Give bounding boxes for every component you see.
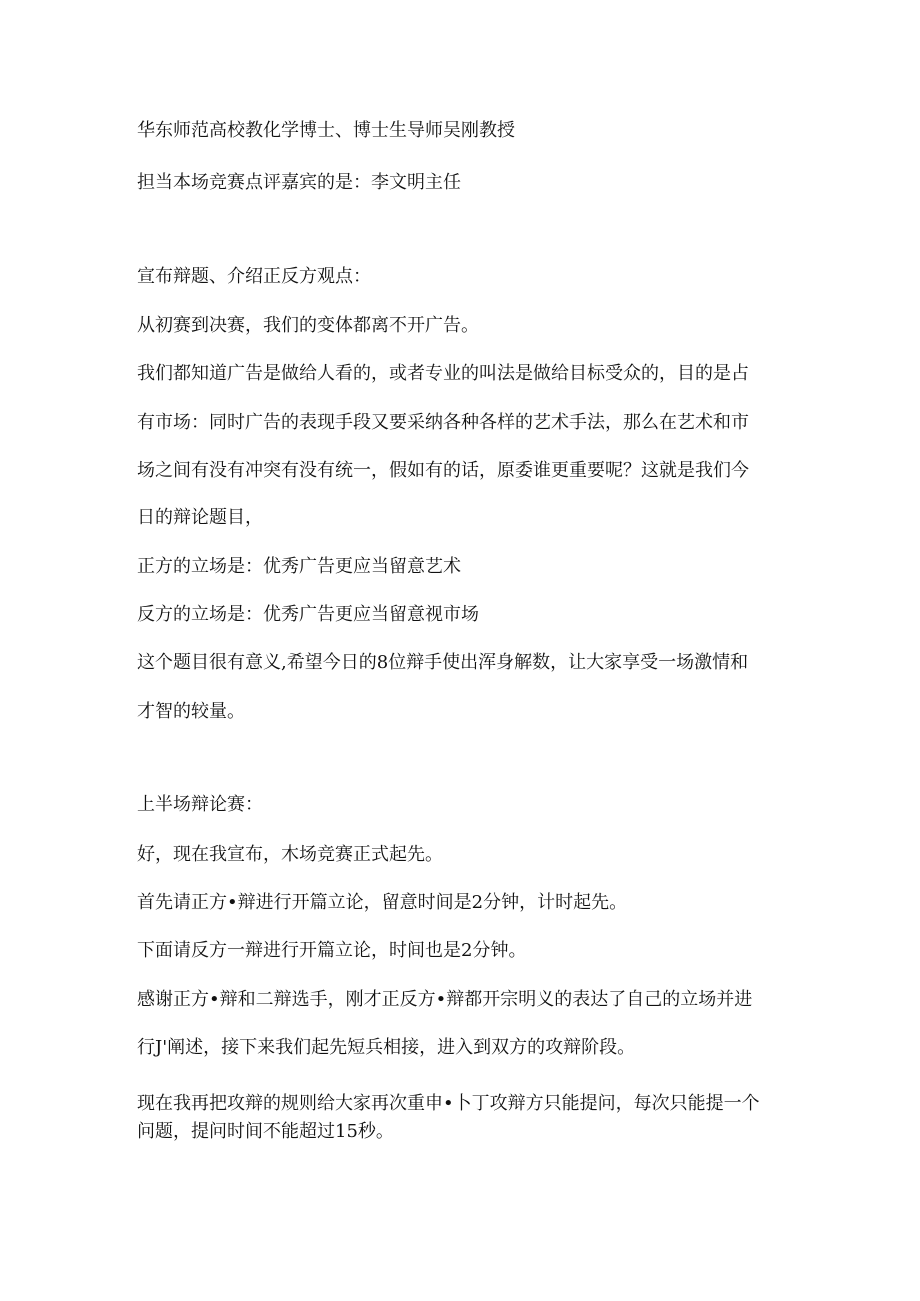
text-line: 行J'阐述，接下来我们起先短兵相接，进入到双方的攻辩阶段。: [137, 1037, 636, 1058]
text-line: 好，现在我宣布，木场竞赛正式起先。: [137, 844, 443, 865]
text-line: 现在我再把攻辩的规则给大家再次重申•卜丁攻辩方只能提问，每次只能提一个: [137, 1093, 760, 1114]
text-line: 这个题目很有意义,希望今日的8位辩手使出浑身解数，让大家享受一场激情和: [137, 652, 749, 673]
text-line: 场之间有没有冲突有没有统一，假如有的话，原委谁更重要呢？这就是我们今: [137, 460, 749, 481]
text-line: 首先请正方•辩进行开篇立论，留意时间是2分钟，计时起先。: [137, 892, 628, 913]
text-line: 反方的立场是：优秀广告更应当留意视市场: [137, 604, 479, 625]
text-line: 才智的较量。: [137, 701, 245, 722]
text-line: 正方的立场是：优秀广告更应当留意艺术: [137, 556, 461, 577]
text-line: 从初赛到决赛，我们的变体都离不开广告。: [137, 315, 479, 336]
section-heading: 宣布辩题、介绍正反方观点：: [137, 266, 371, 287]
section-heading: 上半场辩论赛：: [137, 794, 263, 815]
text-line: 问题，提问时间不能超过15秒。: [137, 1121, 394, 1142]
text-line: 下面请反方一辩进行开篇立论，时间也是2分钟。: [137, 940, 527, 961]
text-line: 我们都知道广告是做给人看的，或者专业的叫法是做给目标受众的，目的是占: [137, 363, 749, 384]
text-line: 有市场：同时广告的表现手段又要采纳各种各样的艺术手法，那么在艺术和市: [137, 412, 749, 433]
text-line: 日的辩论题目，: [137, 507, 263, 528]
text-line: 感谢正方•辩和二辩选手，刚才正反方•辩都开宗明义的表达了自己的立场并进: [137, 989, 753, 1010]
text-line: 华东师范高校教化学博士、博士生导师吴刚教授: [137, 120, 515, 141]
text-line: 担当本场竞赛点评嘉宾的是：李文明主任: [137, 172, 461, 193]
